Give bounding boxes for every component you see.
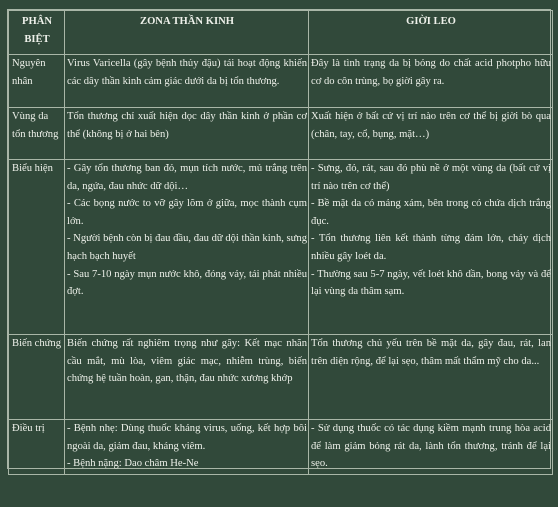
header-row <box>9 11 553 55</box>
header-phan-biet-line2: BIỆT <box>24 34 50 45</box>
gioi-leo-cell <box>309 160 553 335</box>
gioi-leo-text: Đây là tình trạng da bị bỏng do chất acid photpho hữu cơ do côn trùng, bọ giời gây ra. <box>311 58 551 87</box>
row-label: Biến chứng <box>9 335 65 420</box>
header-zona-than-kinh: ZONA THẦN KINH <box>65 11 309 55</box>
table-row-vung-da <box>9 108 553 160</box>
zona-text: Biến chứng rất nghiêm trọng như gây: Kết mạc nhãn cầu mắt, mù lòa, viêm giác mạc, nhiễm trùng, biến chứng hệ tuần hoàn, gan, thận, đau nhức xương khớp <box>67 338 307 385</box>
zona-cell <box>65 108 309 160</box>
zona-bullet: - Bệnh nhẹ: Dùng thuốc kháng virus, uống, kết hợp bôi ngoài da, giảm đau, kháng viêm. <box>67 423 307 452</box>
zona-bullet: - Bệnh nặng: Dao châm He-Ne <box>67 458 199 470</box>
zona-bullet: - Sau 7-10 ngày mụn nước khô, đóng vảy, tái phát nhiều đợt. <box>67 268 307 298</box>
zona-cell <box>65 55 309 108</box>
gioi-leo-bullet: - Tổn thương liên kết thành từng đám lớn, chảy dịch nhiều gây loét da. <box>311 233 551 262</box>
header-gioi-leo: GIỜI LEO <box>309 11 553 55</box>
zona-bullet: - Người bệnh còn bị đau đầu, đau dữ dội thần kinh, sưng hạch bạch huyết <box>67 233 307 262</box>
table-row-nguyen-nhan <box>9 55 553 108</box>
header-phan-biet-line1: PHÂN <box>21 16 52 27</box>
gioi-leo-cell <box>309 420 553 475</box>
comparison-table-container <box>7 9 551 469</box>
zona-cell <box>65 335 309 420</box>
zona-bullet: - Các bọng nước to vỡ gây lõm ở giữa, mọc thành cụm lớn. <box>67 198 307 227</box>
table-row-dieu-tri <box>9 420 553 475</box>
gioi-leo-cell <box>309 108 553 160</box>
zona-cell <box>65 160 309 335</box>
table-row-bieu-hien <box>9 160 553 335</box>
gioi-leo-bullet: - Sưng, đỏ, rát, sau đó phù nề ở một vùng da (bất cứ vị trí nào trên cơ thể) <box>311 163 551 192</box>
row-label: Biểu hiện <box>9 160 65 335</box>
gioi-leo-cell <box>309 335 553 420</box>
gioi-leo-bullet: - Sử dụng thuốc có tác dụng kiềm mạnh trung hòa acid để làm giảm bỏng rát da, lành tổn thương, tránh để lại sẹo. <box>311 423 551 470</box>
header-phan-biet <box>9 11 65 55</box>
zona-bullet: - Gây tổn thương ban đỏ, mụn tích nước, mủ trắng trên da, ngứa, đau nhức dữ dội… <box>67 163 307 192</box>
row-label: Nguyên nhân <box>9 55 65 108</box>
zona-text: Virus Varicella (gây bệnh thủy đậu) tái hoạt động khiến các dây thần kinh cảm giác dưới da bị tổn thương. <box>67 58 307 87</box>
row-label: Vùng da tổn thương <box>9 108 65 160</box>
comparison-table <box>8 10 553 475</box>
gioi-leo-text: Xuất hiện ở bất cứ vị trí nào trên cơ thể bị giời bò qua (chân, tay, cổ, bụng, mặt…) <box>311 111 551 140</box>
gioi-leo-text: Tổn thương chủ yếu trên bề mặt da, gây đau, rát, lan trên diện rộng, để lại sẹo, thâm mất thẩm mỹ cho da... <box>311 338 551 367</box>
gioi-leo-cell <box>309 55 553 108</box>
zona-cell <box>65 420 309 475</box>
table-row-bien-chung <box>9 335 553 420</box>
zona-text: Tổn thương chỉ xuất hiện dọc dây thần kinh ở phần cơ thể (không bị ở hai bên) <box>67 111 307 140</box>
row-label: Điều trị <box>9 420 65 475</box>
gioi-leo-bullet: - Bề mặt da có mảng xám, bên trong có chứa dịch trắng đục. <box>311 198 551 227</box>
gioi-leo-bullet: - Thường sau 5-7 ngày, vết loét khô dần, bong vảy và để lại vùng da thâm sạm. <box>311 268 551 298</box>
